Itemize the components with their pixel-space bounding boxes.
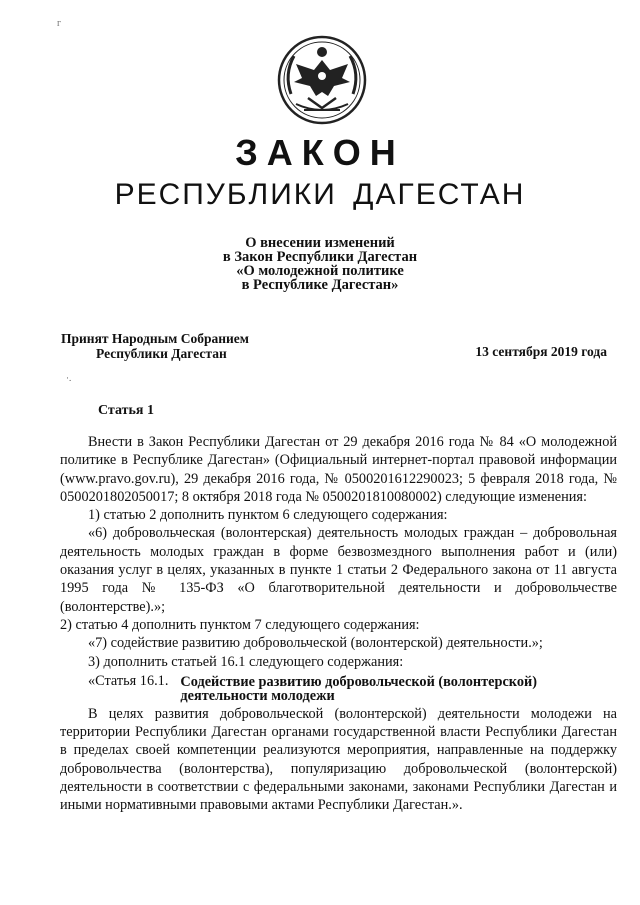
subtitle-line: в Закон Республики Дагестан [222,249,418,265]
scan-dots: ·. [66,373,72,383]
subtitle-line: «О молодежной политике [236,263,404,279]
adoption-line-2: Республики Дагестан [96,346,227,361]
intro-paragraph: Внести в Закон Республики Дагестан от 29 декабря 2016 года № 84 «О молодежной политике в Республике Дагестан» (Официальный интернет-портал правовой информации (www.pravo.gov.ru), 29 декабря 2016 года, № 0500201612290023; 5 февраля 2018 года, № 0500201802050017; 8 октября 2018 года № 0500201810080002) следующие изменения: [60,434,617,505]
law-subtitle [0,236,640,292]
article-16-1-title: Содействие развитию добровольческой (волонтерской) деятельности молодежи [180,673,537,704]
republic-title: РЕСПУБЛИКИ ДАГЕСТАН [114,178,526,211]
list-item: 1) статью 2 дополнить пунктом 6 следующего содержания: [88,507,448,524]
subtitle-line: в Республике Дагестан» [241,277,399,293]
adoption-line-1: Принят Народным Собранием [61,331,249,346]
law-title: ЗАКОН [235,132,405,173]
article-16-1-number: «Статья 16.1. [88,672,169,689]
coat-of-arms-emblem [276,34,368,130]
article-16-1-heading [60,672,617,703]
subtitle-line: О внесении изменений [245,235,395,251]
quoted-text: «7) содействие развитию добровольческой (волонтерской) деятельности.»; [88,635,543,652]
adoption-date: 13 сентября 2019 года [475,344,607,359]
quoted-text: «6) добровольческая (волонтерская) деятельность молодых граждан – добровольная деятельность молодых граждан в форме безвозмездного выполнения работ и (или) оказания услуг в целях, указанных в пункте 1 статьи 2 Федерального закона от 11 августа 1995 года № 135-ФЗ «О благотворительной деятельности и добровольчестве (волонтерстве).»; [60,525,617,615]
adoption-block [61,331,249,361]
scan-mark: г [57,18,62,29]
list-item: 3) дополнить статьей 16.1 следующего содержания: [88,653,404,670]
article-body [60,433,617,815]
article-16-1-text: В целях развития добровольческой (волонтерской) деятельности молодежи на территории Республики Дагестан органами государственной власти Республики Дагестан в пределах своей компетенции реализуются мероприятия, направленные на поддержку добровольчества (волонтерства), популяризацию добровольческой (волонтерской) деятельности в соответствии с федеральными законами, законами Республики Дагестан и иными нормативными правовыми актами Республики Дагестан.». [60,705,617,814]
article-heading: Статья 1 [98,403,154,418]
list-item: 2) статью 4 дополнить пунктом 7 следующего содержания: [60,616,420,633]
